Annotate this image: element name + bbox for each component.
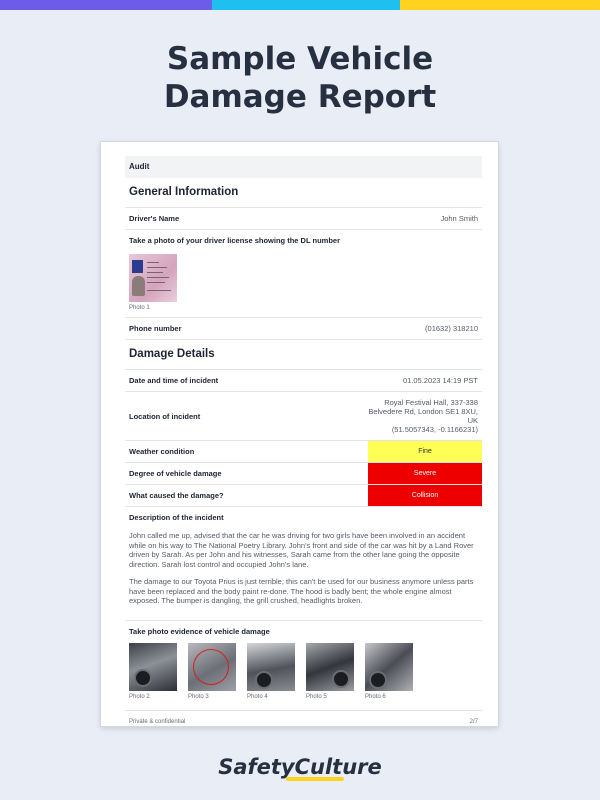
report-content xyxy=(125,156,482,725)
description-paragraph: John called me up, advised that the car he was driving for two girls have been involved in an accident while on his way to The National Poetry Library. John's front and side of the car was hit by a Land Rover driven by Sarah. As per John and his witnesses, Sarah came from the other lane going the opposite direction. Sarah lost control and occupied John's lane. xyxy=(129,531,474,569)
damaged-car-photo xyxy=(188,643,236,691)
top-bar-yellow xyxy=(400,0,600,10)
footer-confidential: Private & confidential xyxy=(129,718,186,725)
location-value xyxy=(368,398,478,434)
wheel-shape xyxy=(134,669,152,687)
eu-flag-icon xyxy=(132,260,143,273)
photo-caption: Photo 6 xyxy=(365,693,386,700)
damage-degree-label: Degree of vehicle damage xyxy=(129,469,222,478)
damage-highlight-circle xyxy=(193,649,229,685)
damaged-car-photo xyxy=(247,643,295,691)
damage-degree-row xyxy=(125,463,482,485)
location-line: UK xyxy=(467,416,478,425)
hero-title-line2: Damage Report xyxy=(163,79,437,115)
page-number: 2/7 xyxy=(469,718,478,725)
description-text xyxy=(129,531,478,606)
photo-caption: Photo 2 xyxy=(129,693,150,700)
evidence-label: Take photo evidence of vehicle damage xyxy=(129,626,270,636)
evidence-photo[interactable] xyxy=(365,643,413,700)
damaged-car-photo xyxy=(129,643,177,691)
damaged-car-photo xyxy=(365,643,413,691)
location-row xyxy=(125,392,482,441)
phone-label: Phone number xyxy=(129,324,182,333)
wheel-shape xyxy=(332,670,350,688)
license-text-line xyxy=(147,282,165,283)
location-label: Location of incident xyxy=(129,411,201,421)
driver-name-value: John Smith xyxy=(440,214,478,223)
license-prompt: Take a photo of your driver license showing the DL number xyxy=(129,236,341,245)
evidence-photo[interactable] xyxy=(188,643,236,700)
datetime-row xyxy=(125,370,482,392)
location-line: Belvedere Rd, London SE1 8XU, xyxy=(368,407,478,416)
damage-cause-row xyxy=(125,485,482,507)
damaged-car-photo xyxy=(306,643,354,691)
wheel-shape xyxy=(255,671,273,689)
datetime-label: Date and time of incident xyxy=(129,376,219,385)
evidence-photo[interactable] xyxy=(306,643,354,700)
license-photo-block xyxy=(125,230,482,318)
page-footer xyxy=(125,710,482,725)
brand-logo xyxy=(0,755,600,779)
license-text-line xyxy=(147,267,167,268)
top-color-bar xyxy=(0,0,600,10)
weather-row xyxy=(125,441,482,463)
top-bar-purple xyxy=(0,0,216,10)
evidence-photo-grid xyxy=(129,643,478,700)
wheel-shape xyxy=(369,671,387,689)
phone-value: (01632) 318210 xyxy=(425,324,478,333)
brand-name: SafetyCulture xyxy=(218,755,382,779)
evidence-photo[interactable] xyxy=(247,643,295,700)
hero-title-line1: Sample Vehicle xyxy=(166,41,434,77)
evidence-photo[interactable] xyxy=(129,643,177,700)
location-coordinates: (51.5057343, -0.1166231) xyxy=(391,425,478,434)
datetime-value: 01.05.2023 14:19 PST xyxy=(402,376,478,385)
audit-header: Audit xyxy=(125,156,482,178)
evidence-block xyxy=(125,621,482,700)
license-portrait xyxy=(132,276,145,296)
report-page xyxy=(101,142,498,726)
driver-name-row xyxy=(125,208,482,230)
photo-caption: Photo 5 xyxy=(306,693,327,700)
damage-details-heading: Damage Details xyxy=(125,340,482,370)
description-label: Description of the incident xyxy=(129,513,224,522)
damage-degree-badge: Severe xyxy=(368,463,482,484)
license-text-line xyxy=(147,272,163,273)
general-information-heading: General Information xyxy=(125,178,482,208)
location-line: Royal Festival Hall, 337-338 xyxy=(384,398,478,407)
hero-title xyxy=(0,40,600,116)
phone-row xyxy=(125,318,482,340)
weather-label: Weather condition xyxy=(129,447,195,456)
damage-cause-badge: Collision xyxy=(368,485,482,506)
top-bar-blue xyxy=(212,0,404,10)
license-text-line xyxy=(147,262,159,263)
license-text-line xyxy=(147,290,171,291)
damage-cause-label: What caused the damage? xyxy=(129,491,224,500)
driver-license-photo[interactable] xyxy=(129,254,177,302)
driver-name-label: Driver's Name xyxy=(129,214,180,223)
license-text-line xyxy=(147,277,169,278)
photo-caption: Photo 4 xyxy=(247,693,268,700)
description-block xyxy=(125,507,482,621)
description-paragraph: The damage to our Toyota Prius is just terrible; this can't be used for our business anymore unless parts have been replaced and the body paint re-done. The hood is badly bent; the whole engine almost exposed. The bumper is dangling, the grill crushed, headlights broken. xyxy=(129,577,474,605)
weather-value-badge: Fine xyxy=(368,441,482,462)
license-photo-caption: Photo 1 xyxy=(129,305,150,311)
photo-caption: Photo 3 xyxy=(188,693,209,700)
